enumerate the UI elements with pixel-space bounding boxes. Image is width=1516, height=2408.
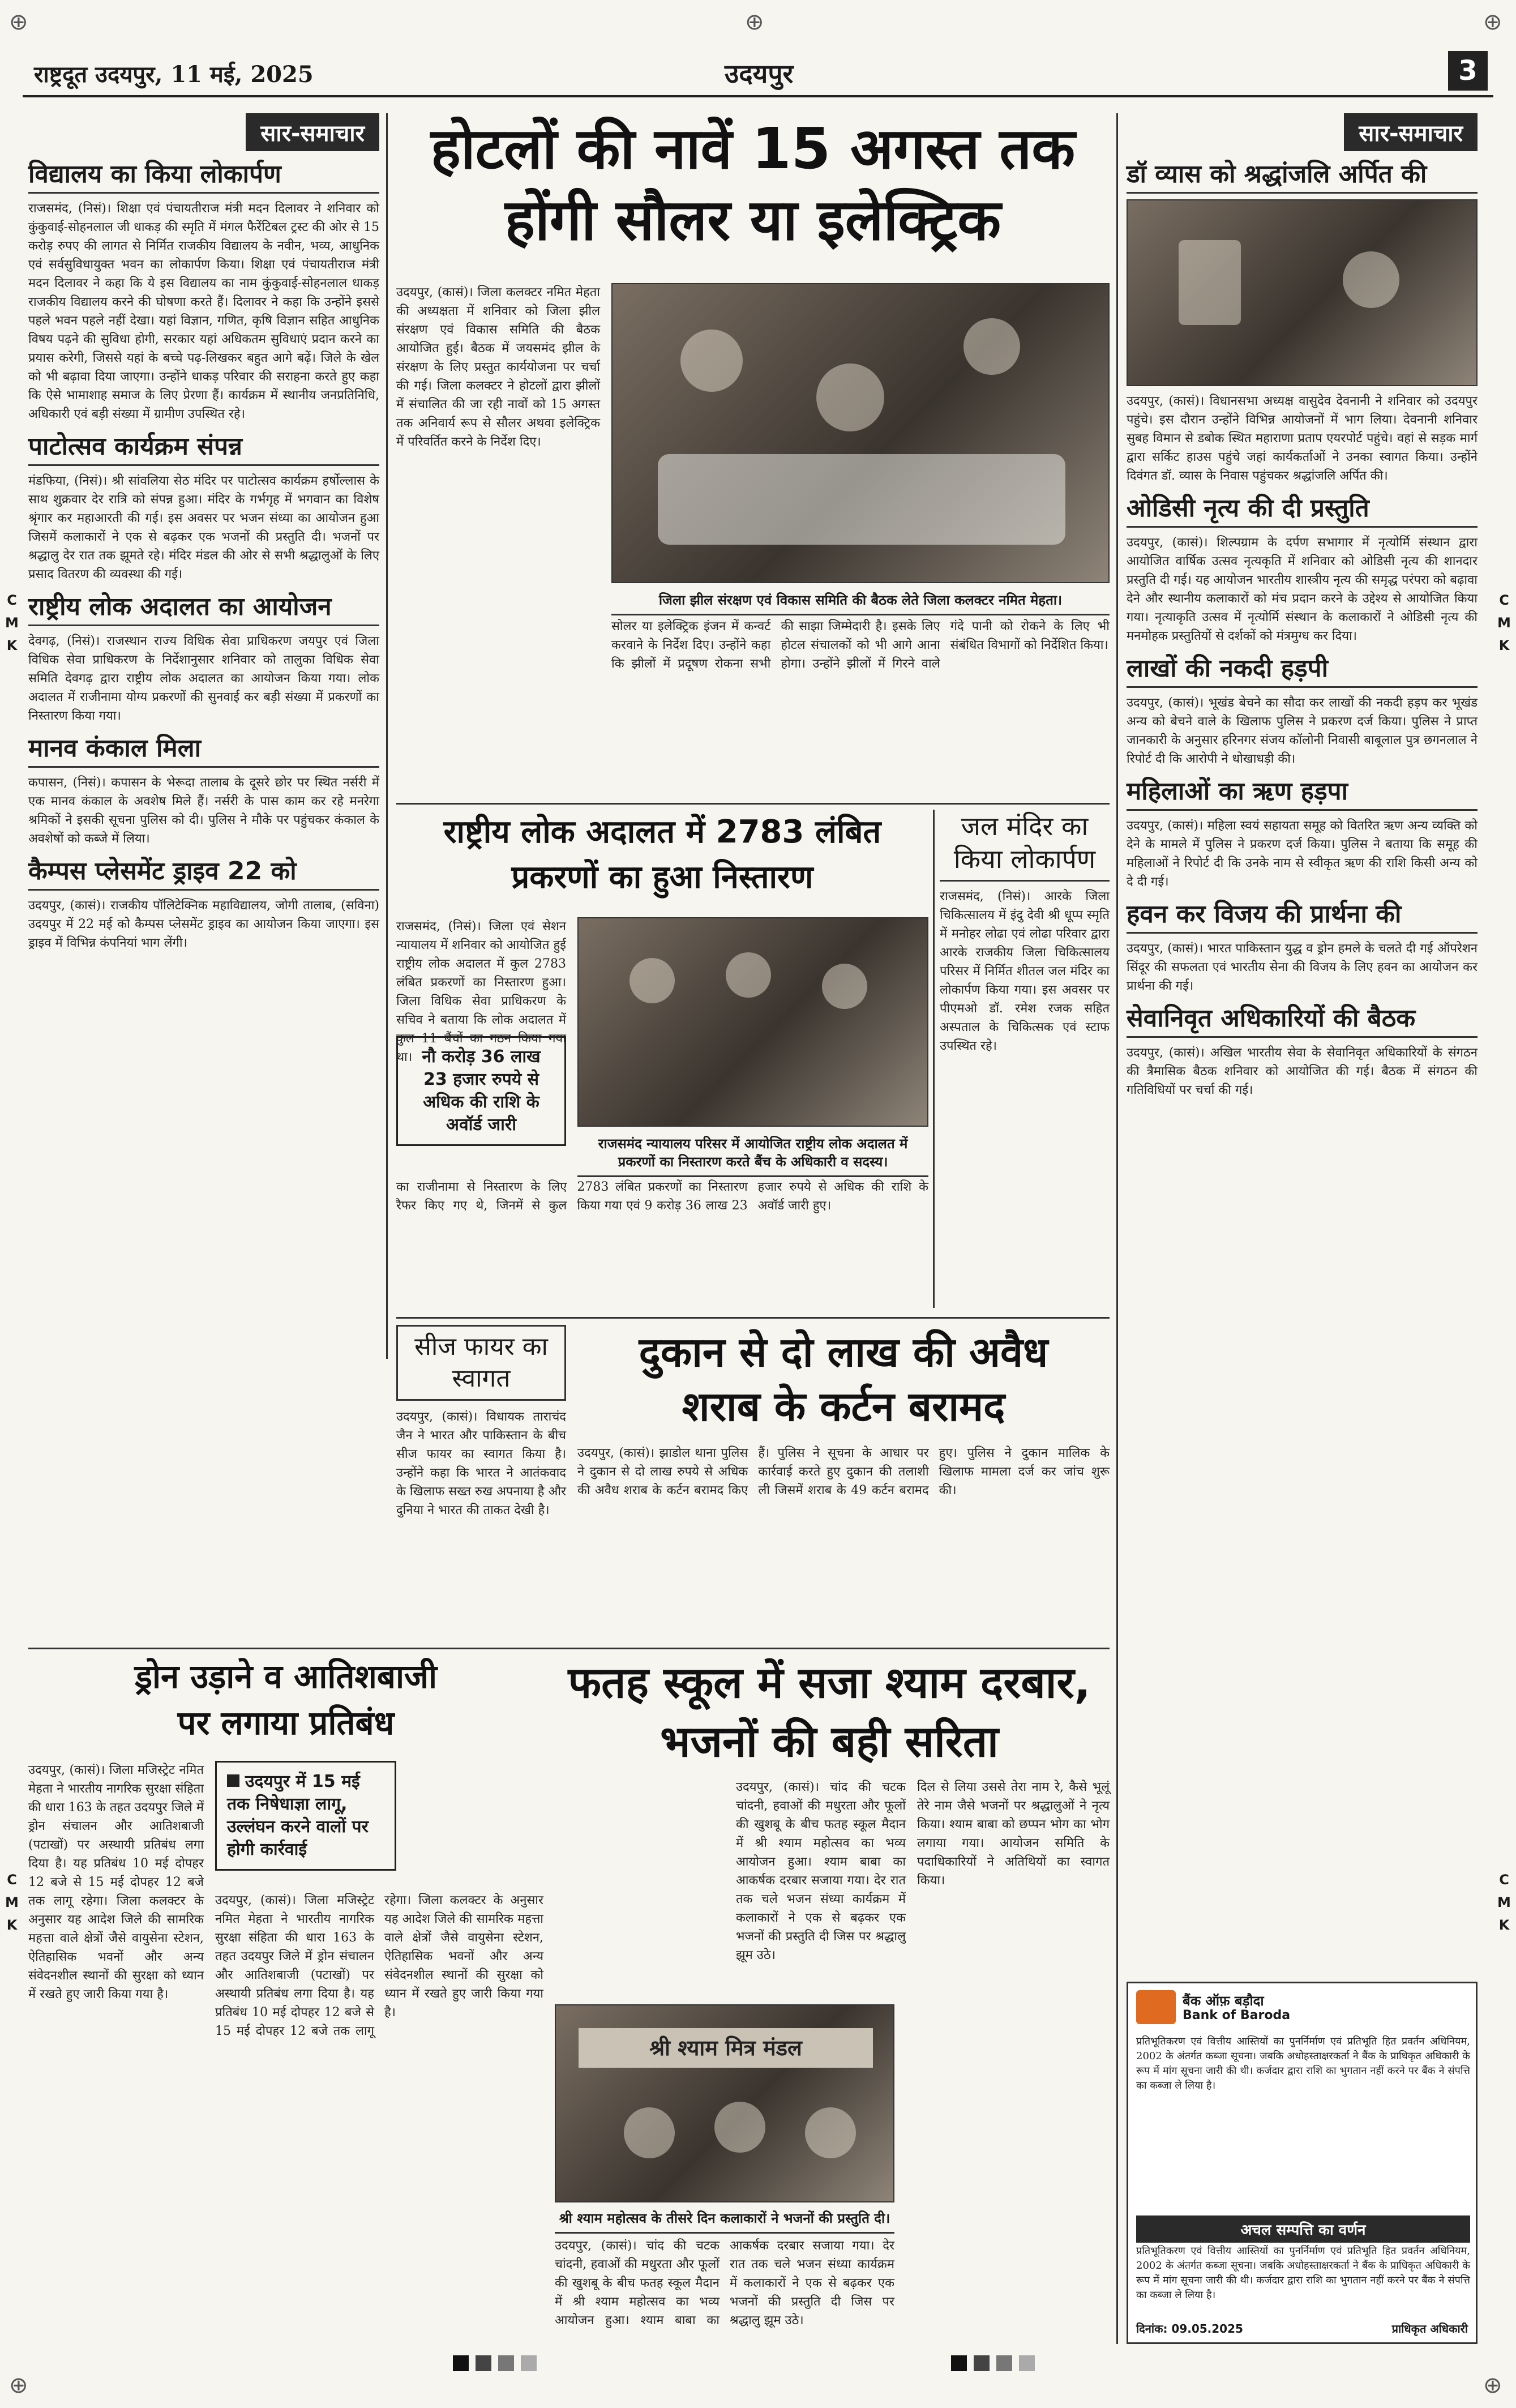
headline-line: राष्ट्रीय लोक अदालत में 2783 लंबित [443, 814, 881, 850]
edition-date: राष्ट्रदूत उदयपुर, 11 मई, 2025 [34, 61, 314, 88]
bank-name: बैंक ऑफ़ बड़ौदा [1183, 1993, 1264, 2009]
liquor-headline [577, 1325, 1110, 1434]
ceasefire-title: सीज फायर का स्वागत [396, 1325, 566, 1401]
cmyk-mark: C M K [1497, 592, 1511, 653]
color-swatch [974, 2355, 990, 2371]
story-divider [396, 1317, 1110, 1319]
bhajan-photo [555, 2004, 894, 2202]
registration-mark-icon: ⊕ [9, 2372, 28, 2398]
notice-heading: अचल सम्पत्ति का वर्णन [1136, 2215, 1470, 2243]
headline-line: शराब के कर्टन बरामद [682, 1383, 1005, 1430]
brief-body: उदयपुर, (कासं)। भारत पाकिस्तान युद्ध व ड्रोन हमले के चलते दी गई ऑपरेशन सिंदूर की सफलता एवं भारतीय सेना की विजय के लिए हवन का आयोजन कर प्रार्थना की गई। [1127, 942, 1478, 993]
color-swatch [476, 2355, 491, 2371]
liquor-story [577, 1325, 1110, 1642]
brief-body: उदयपुर, (कासं)। अखिल भारतीय सेवा के सेवानिवृत अधिकारियों के संगठन की त्रैमासिक बैठक शनिवार को आयोजित की गई। बैठक में संगठन की गतिविधियों पर चर्चा की गई। [1127, 1046, 1478, 1097]
jal-mandir-body: राजसमंद, (निसं)। आरके जिला चिकित्सालय में इंदु देवी श्री धूप्प स्मृति में मनोहर लोढा एवं लोढा परिवार द्वारा आरके राजकीय जिला चिकित्सालय परिसर में निर्मित शीतल जल मंदिर का लोकार्पण किया गया। इस अवसर पर पीएमओ डॉ. रमेश रजक सहित अस्पताल के चिकित्सक एवं स्टाफ उपस्थित रहे। [940, 889, 1110, 1053]
column-rule [386, 113, 388, 1359]
column-rule [1116, 113, 1118, 2344]
drone-body: उदयपुर, (कासं)। जिला मजिस्ट्रेट नमित मेहता ने भारतीय नागरिक सुरक्षा संहिता की धारा 163 के तहत उदयपुर जिले में ड्रोन संचालन और आतिशबाजी (पटाखों) पर अस्थायी प्रतिबंध लगा दिया है। यह प्रतिबंध 10 मई दोपहर 12 बजे से 15 मई दोपहर 12 बजे तक लागू रहेगा। जिला कलक्टर के अनुसार यह आदेश जिले की सामरिक महत्ता वाले क्षेत्रों जैसे वायुसेना स्टेशन, ऐतिहासिक भवनों और अन्य संवेदनशील स्थानों की सुरक्षा को ध्यान में रखते हुए जारी किया गया है। [215, 1893, 543, 2038]
print-color-bar [23, 2355, 1493, 2378]
registration-mark-icon: ⊕ [9, 9, 28, 35]
page-number: 3 [1448, 51, 1488, 91]
cmyk-mark: C M K [1497, 1872, 1511, 1933]
notice-body: प्रतिभूतिकरण एवं वित्तीय आस्तियों का पुनर्निर्माण एवं प्रतिभूति हित प्रवर्तन अधिनियम, 2002 के अंतर्गत कब्जा सूचना। जबकि अधोहस्ताक्षरकर्ता ने बैंक के प्राधिकृत अधिकारी के रूप में मांग सूचना जारी की थी। कर्जदार द्वारा राशि का भुगतान नहीं करने पर बैंक ने संपत्ति का कब्जा ले लिया है। [1136, 2035, 1470, 2092]
headline-line: भजनों की बही सरिता [660, 1716, 999, 1767]
brief-title: पाटोत्सव कार्यक्रम संपन्न [28, 431, 379, 466]
fateh-body: उदयपुर, (कासं)। चांद की चटक चांदनी, हवाओं की मधुरता और फूलों की खुशबू के बीच फतह स्कूल मैदान में श्री श्याम महोत्सव का भव्य आयोजन हुआ। श्याम बाबा का आकर्षक दरबार सजाया गया। देर रात तक चले भजन संध्या कार्यक्रम में कलाकारों ने एक से बढ़कर एक भजनों की प्रस्तुति दी जिस पर श्रद्धालु झूम उठे। [555, 2239, 894, 2328]
brief-title: लाखों की नकदी हड़पी [1127, 653, 1478, 688]
notice-date: दिनांक: 09.05.2025 [1136, 2322, 1243, 2336]
photo-table [658, 454, 1065, 545]
brief-body: उदयपुर, (कासं)। भूखंड बेचने का सौदा कर लाखों की नकदी हड़प कर भूखंड अन्य को बेचने वाले के खिलाफ पुलिस ने प्रकरण दर्ज किया। पुलिस ने प्राप्त जानकारी के अनुसार हरिनगर संजय कॉलोनी निवासी बाबूलाल पुत्र छगनलाल ने रिपोर्ट दी कि आरोपी ने धोखाधड़ी की। [1127, 696, 1478, 766]
callout-text: उदयपुर में 15 मई तक निषेधाज्ञा लागू, उल्लंघन करने वालों पर होगी कार्रवाई [227, 1772, 369, 1859]
brief-title: हवन कर विजय की प्रार्थना की [1127, 899, 1478, 934]
brief-title: मानव कंकाल मिला [28, 733, 379, 768]
color-swatch [996, 2355, 1012, 2371]
drone-body: उदयपुर, (कासं)। जिला मजिस्ट्रेट नमित मेहता ने भारतीय नागरिक सुरक्षा संहिता की धारा 163 के तहत उदयपुर जिले में ड्रोन संचालन और आतिशबाजी (पटाखों) पर अस्थायी प्रतिबंध लगा दिया है। यह प्रतिबंध 10 मई दोपहर 12 बजे से 15 मई दोपहर 12 बजे तक लागू रहेगा। जिला कलक्टर के अनुसार यह आदेश जिले की सामरिक महत्ता वाले क्षेत्रों जैसे वायुसेना स्टेशन, ऐतिहासिक भवनों और अन्य संवेदनशील स्थानों की सुरक्षा को ध्यान में रखते हुए जारी किया गया है। [28, 1763, 204, 2001]
brief-title: महिलाओं का ऋण हड़पा [1127, 776, 1478, 811]
photo-caption: राजसमंद न्यायालय परिसर में आयोजित राष्ट्रीय लोक अदालत में प्रकरणों का निस्तारण करते बैंच के अधिकारी व सदस्य। [577, 1130, 928, 1177]
photo-caption: श्री श्याम महोत्सव के तीसरे दिन कलाकारों ने भजनों की प्रस्तुति दी। [555, 2205, 894, 2234]
photo-figure [816, 363, 884, 431]
liquor-body: उदयपुर, (कासं)। झाडोल थाना पुलिस ने दुकान से दो लाख रुपये से अधिक की अवैध शराब के कर्टन बरामद किए हैं। पुलिस ने सूचना के आधार पर कार्रवाई करते हुए दुकान की तलाशी ली जिसमें शराब के 49 कर्टन बरामद हुए। पुलिस ने दुकान मालिक के खिलाफ मामला दर्ज कर जांच शुरू की। [577, 1446, 1110, 1498]
column-rule [933, 810, 935, 1308]
lead-story [396, 113, 1110, 798]
section-tag: सार-समाचार [1344, 113, 1478, 151]
registration-mark-icon: ⊕ [1483, 2372, 1502, 2398]
brief-body: उदयपुर, (कासं)। महिला स्वयं सहायता समूह को वितरित ऋण अन्य व्यक्ति को देने के मामले में पुलिस ने प्रकरण दर्ज किया। पुलिस ने बताया कि समूह की महिलाओं ने रिपोर्ट दी कि उनके नाम से स्वीकृत ऋण की राशि किसी अन्य को दे दी गई। [1127, 819, 1478, 889]
bank-notice [1127, 1982, 1478, 2344]
headline-line: पर लगाया प्रतिबंध [177, 1704, 395, 1742]
brief-body: राजसमंद, (निसं)। शिक्षा एवं पंचायतीराज मंत्री मदन दिलावर ने शनिवार को कुंकुवाई-सोहनलाल जी धाकड़ की स्मृति में मंगल फैरेंटिबल ट्रस्ट की ओर से 15 करोड़ रुपए की लागत से निर्मित राजकीय विद्यालय के नवीन, भव्य, आधुनिक एवं सर्वसुविधायुक्त भवन का लोकार्पण किया। शिक्षा एवं पंचायतीराज मंत्री मदन दिलावर ने कहा कि ये इस विद्यालय का नाम कुंकुवाई-सोहनलाल धाकड़ राजकीय विद्यालय करने की घोषणा करते हैं। दिलावर ने कहा कि उन्होंने इससे पहले भवन पहले नहीं देखा। यहां विज्ञान, गणित, कृषि विज्ञान सहित आधुनिक विषय पढ़ने की सुविधा होगी, सरकार यहां अधिकतम सुविधाएं प्रदान करने का प्रयास करेगी, जिससे यहां के बच्चे पढ़-लिखकर बहुत आगे बढ़ें। जिले के खेल को भी बढ़ावा दिया जाएगा। उन्होंने धाकड़ परिवार की सराहना करते हुए कहा कि ऐसे भामाशाह समाज के लिए प्रेरणा हैं। कार्यक्रम में स्थानीय जनप्रतिनिधि, अधिकारी एवं बड़ी संख्या में ग्रामीण उपस्थित रहे। [28, 202, 379, 421]
color-swatch [521, 2355, 537, 2371]
headline-line: फतह स्कूल में सजा श्याम दरबार, [568, 1657, 1091, 1708]
brief-title: डॉ व्यास को श्रद्धांजलि अर्पित की [1127, 159, 1478, 194]
photo-figure [629, 958, 675, 1003]
bullet-icon [227, 1774, 239, 1787]
color-swatch [498, 2355, 514, 2371]
brief-body: मंडफिया, (निसं)। श्री सांवलिया सेठ मंदिर पर पाटोत्सव कार्यक्रम हर्षोल्लास के साथ शुक्रवार देर रात्रि को संपन्न हुआ। मंदिर के गर्भगृह में भगवान का विशेष श्रृंगार कर महाआरती की गई। इस अवसर पर भजन संध्या का आयोजन हुआ जिसमें कलाकारों ने एक से बढ़कर एक भजनों की प्रस्तुति दी। भजनों पर श्रद्धालु देर रात तक झूमते रहे। मंदिर मंडल की ओर से सभी श्रद्धालुओं के लिए प्रसाद वितरण की व्यवस्था की गई। [28, 474, 379, 581]
color-swatch [951, 2355, 967, 2371]
color-swatch [453, 2355, 469, 2371]
fateh-body: उदयपुर, (कासं)। चांद की चटक चांदनी, हवाओं की मधुरता और फूलों की खुशबू के बीच फतह स्कूल मैदान में श्री श्याम महोत्सव का भव्य आयोजन हुआ। श्याम बाबा का आकर्षक दरबार सजाया गया। देर रात तक चले भजन संध्या कार्यक्रम में कलाकारों ने एक से बढ़कर एक भजनों की प्रस्तुति दी जिस पर श्रद्धालु झूम उठे। [736, 1780, 906, 1962]
photo-figure [822, 964, 867, 1009]
title-line: किया लोकार्पण [953, 844, 1096, 874]
lok-adalat-body-bottom: का राजीनामा से निस्तारण के लिए रैफर किए गए थे, जिनमें से कुल 2783 लंबित प्रकरणों का निस्तारण किया गया एवं 9 करोड़ 36 लाख 23 हजार रुपये से अधिक की राशि के अवॉर्ड जारी हुए। [396, 1180, 928, 1213]
court-photo [577, 917, 928, 1127]
headline-line: ड्रोन उड़ाने व आतिशबाजी [134, 1657, 438, 1696]
photo-figure [624, 2107, 675, 2158]
registration-mark-icon: ⊕ [745, 9, 764, 35]
lead-headline-line: होटलों की नावें 15 अगस्त तक [430, 116, 1076, 182]
brief-title: कैम्पस प्लेसमेंट ड्राइव 22 को [28, 856, 379, 891]
brief-body: देवगढ़, (निसं)। राजस्थान राज्य विधिक सेवा प्राधिकरण जयपुर एवं जिला विधिक सेवा प्राधिकरण के निर्देशानुसार शनिवार को तालुका विधिक सेवा समिति देवगढ़ द्वारा राष्ट्रीय लोक अदालत का आयोजन किया गया। लोक अदालत में राजीनामा योग्य प्रकरणों की सुनवाई कर बड़ी संख्या में प्रकरणों का निस्तारण किया गया। [28, 634, 379, 723]
photo-figure [726, 952, 771, 998]
photo-figure [680, 330, 743, 392]
lok-adalat-story [396, 810, 928, 1314]
brief-body: उदयपुर, (कासं)। शिल्पग्राम के दर्पण सभागार में नृत्योर्मि संस्थान द्वारा आयोजित वार्षिक उत्सव नृत्यकृति में शनिवार को ओडिसी नृत्य की शानदार प्रस्तुति दी गई। यह आयोजन भारतीय शास्त्रीय नृत्य की समृद्ध परंपरा को बढ़ावा देने और स्थानीय कलाकारों को मंच प्रदान करने के उद्देश्य से आयोजित किया गया। नृत्याकृति उत्सव में नृत्योर्मि संस्थान के कलाकारों ने ओडिसी नृत्य की मनमोहक प्रस्तुतियों से दर्शकों को मंत्रमुग्ध कर दिया। [1127, 536, 1478, 643]
photo-caption: जिला झील संरक्षण एवं विकास समिति की बैठक लेते जिला कलक्टर नमित मेहता। [611, 587, 1110, 615]
brief-body: उदयपुर, (कासं)। राजकीय पॉलिटेक्निक महाविद्यालय, जोगी तालाब, (सविना) उदयपुर में 22 मई को कैम्पस प्लेसमेंट ड्राइव का आयोजन किया जाएगा। इस ड्राइव में विभिन्न कंपनियां भाग लेंगी। [28, 899, 379, 950]
bank-name-en: Bank of Baroda [1183, 2008, 1291, 2022]
fateh-body: दिल से लिया उससे तेरा नाम रे, कैसे भूलूं तेरे नाम जैसे भजनों पर श्रद्धालुओं ने नृत्य किया। श्याम बाबा को छप्पन भोग का भोग लगाया गया। आयोजन समिति के पदाधिकारियों ने अतिथियों का स्वागत किया। [917, 1780, 1110, 1888]
notice-signatory: प्राधिकृत अधिकारी [1391, 2322, 1468, 2336]
lok-adalat-body: राजसमंद, (निसं)। जिला एवं सेशन न्यायालय में शनिवार को आयोजित हुई राष्ट्रीय लोक अदालत में कुल 2783 लंबित प्रकरणों का निस्तारण हुआ। जिला विधिक सेवा प्राधिकरण के सचिव ने बताया कि लोक अदालत में कुल 11 बैंचों का गठन किया गया था। [396, 919, 566, 1064]
lok-adalat-headline [396, 810, 928, 900]
drone-story [28, 1653, 543, 2344]
lead-body: उदयपुर, (कासं)। जिला कलक्टर नमित मेहता की अध्यक्षता में शनिवार को जिला झील संरक्षण एवं विकास समिति की बैठक आयोजित हुई। बैठक में जयसमंद झील के संरक्षण के लिए प्रस्तुत कार्ययोजना पर चर्चा की गई। जिला कलक्टर ने होटलों द्वारा झीलों में संचालित की जा रही नावों को 15 अगस्त तक अनिवार्य रूप से सौलर अथवा इलेक्ट्रिक में परिवर्तित करने के निर्देश दिए। [396, 285, 600, 449]
color-swatch [1019, 2355, 1035, 2371]
bank-logo-icon [1136, 1990, 1176, 2024]
left-brief-column [28, 113, 379, 1370]
headline-line: दुकान से दो लाख की अवैध [639, 1328, 1048, 1376]
tribute-photo [1127, 199, 1478, 386]
drone-headline [28, 1653, 543, 1746]
photo-figure [805, 2107, 856, 2158]
lead-headline [396, 113, 1110, 256]
fateh-headline [549, 1653, 1110, 1771]
ceasefire-body: उदयपुर, (कासं)। विधायक ताराचंद जैन ने भारत और पाकिस्तान के बीच सीज फायर का स्वागत किया है। उन्होंने कहा कि भारत ने आतंकवाद के खिलाफ सख्त रुख अपनाया है और दुनिया ने भारत की ताकत देखी है। [396, 1410, 566, 1517]
drone-callout [215, 1761, 396, 1871]
photo-figure [963, 318, 1020, 375]
lead-body-bottom: सोलर या इलेक्ट्रिक इंजन में कन्वर्ट करवाने के निर्देश दिए। उन्होंने कहा कि झीलों में प्रदूषण रोकना सभी की साझा जिम्मेदारी है। इसके लिए होटल संचालकों को भी आगे आना होगा। उन्होंने झीलों में गिरने वाले गंदे पानी को रोकने के लिए भी संबंधित विभागों को निर्देशित किया। [611, 619, 1110, 671]
notice-body: प्रतिभूतिकरण एवं वित्तीय आस्तियों का पुनर्निर्माण एवं प्रतिभूति हित प्रवर्तन अधिनियम, 2002 के अंतर्गत कब्जा सूचना। जबकि अधोहस्ताक्षरकर्ता ने बैंक के प्राधिकृत अधिकारी के रूप में मांग सूचना जारी की थी। कर्जदार द्वारा राशि का भुगतान नहीं करने पर बैंक ने संपत्ति का कब्जा ले लिया है। [1136, 2245, 1470, 2301]
brief-body: उदयपुर, (कासं)। विधानसभा अध्यक्ष वासुदेव देवनानी ने शनिवार को उदयपुर पहुंचे। इस दौरान उन्होंने विभिन्न आयोजनों में भाग लिया। देवनानी शनिवार सुबह विमान से डबोक स्थित महाराणा प्रताप एयरपोर्ट पहुंचे। वहां से सड़क मार्ग द्वारा सर्किट हाउस पहुंचे जहां कार्यकर्ताओं ने उनका स्वागत किया। उन्होंने दिवंगत डॉ. व्यास के निवास पहुंचकर श्रद्धांजलि अर्पित की। [1127, 394, 1478, 483]
story-divider [396, 803, 1110, 805]
brief-title: ओडिसी नृत्य की दी प्रस्तुति [1127, 493, 1478, 528]
brief-title: राष्ट्रीय लोक अदालत का आयोजन [28, 592, 379, 626]
lead-headline-line: होंगी सौलर या इलेक्ट्रिक [504, 187, 1001, 253]
jal-mandir-story [940, 810, 1110, 1314]
cmyk-mark: C M K [5, 592, 19, 653]
cmyk-mark: C M K [5, 1872, 19, 1933]
photo-figure [1179, 240, 1241, 325]
fateh-body-lower [555, 2236, 894, 2344]
masthead [23, 45, 1493, 97]
lok-adalat-callout: नौ करोड़ 36 लाख 23 हजार रुपये से अधिक की राशि के अवॉर्ड जारी [396, 1036, 566, 1146]
fateh-body-right [917, 1778, 1110, 2344]
brief-body: कपासन, (निसं)। कपासन के भेरूदा तालाब के दूसरे छोर पर स्थित नर्सरी में एक मानव कंकाल के अवशेष मिले हैं। नर्सरी के पास काम कर रहे मनरेगा श्रमिकों ने इसकी सूचना पुलिस को दी। पुलिस ने मौके पर पहुंचकर कंकाल के अवशेषों को कब्जे में लिया। [28, 776, 379, 846]
registration-mark-icon: ⊕ [1483, 9, 1502, 35]
title-line: जल मंदिर का [961, 811, 1089, 841]
section-tag: सार-समाचार [246, 113, 379, 151]
right-brief-column [1127, 113, 1478, 1976]
jal-mandir-title [940, 810, 1110, 882]
banner-text: श्री श्याम मित्र मंडल [579, 2028, 873, 2068]
photo-figure [1343, 251, 1399, 308]
headline-line: प्रकरणों का हुआ निस्तारण [511, 859, 813, 896]
brief-title: विद्यालय का किया लोकार्पण [28, 159, 379, 194]
photo-figure [714, 2102, 765, 2153]
meeting-photo [611, 283, 1110, 583]
section-name: उदयपुर [725, 58, 794, 89]
ceasefire-story [396, 1325, 566, 1642]
brief-title: सेवानिवृत अधिकारियों की बैठक [1127, 1003, 1478, 1038]
